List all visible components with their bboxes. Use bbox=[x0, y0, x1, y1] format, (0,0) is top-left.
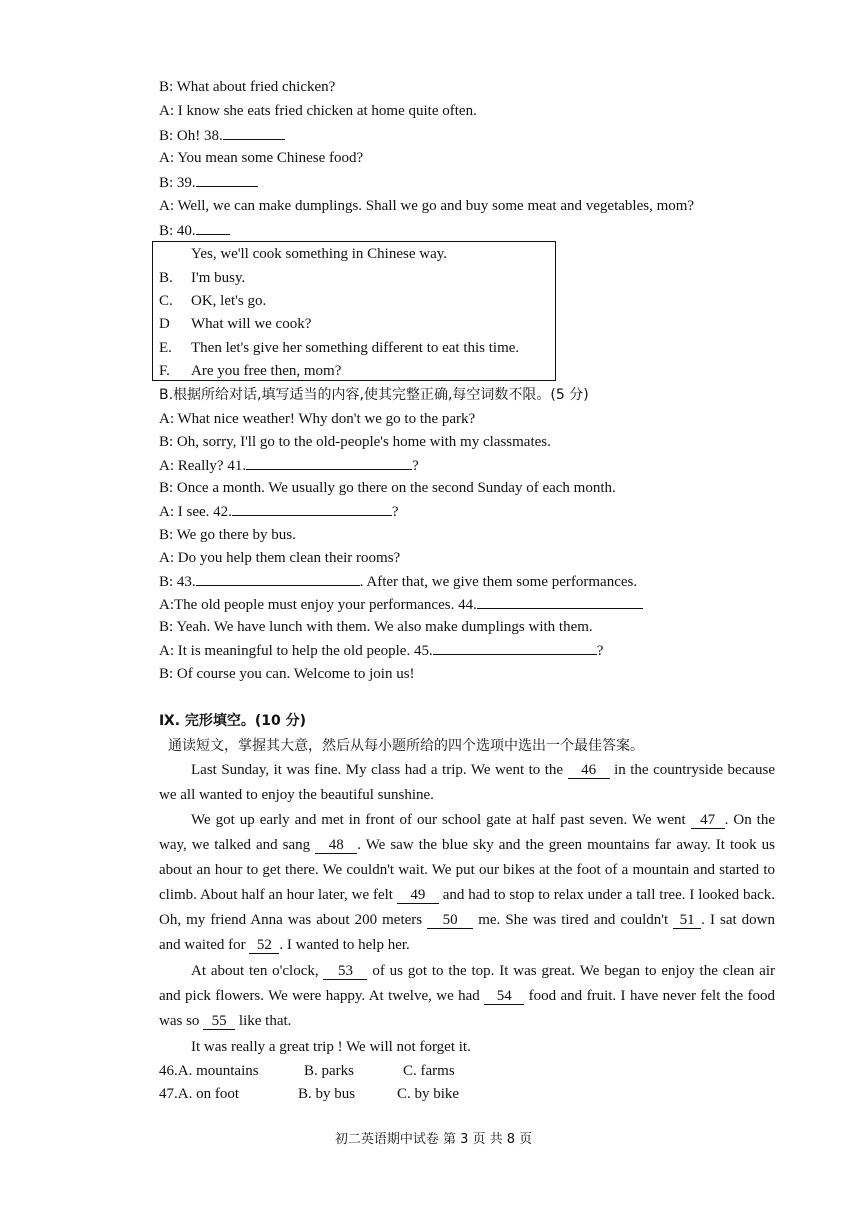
dialogue-text: B: 39. bbox=[159, 175, 196, 191]
section-b-instruction: B.根据所给对话,填写适当的内容,使其完整正确,每空词数不限。(5 分) bbox=[159, 387, 589, 403]
passage-paragraph-2 bbox=[159, 808, 775, 958]
dialogue-line-40 bbox=[159, 220, 230, 241]
dialogue-line: A: Well, we can make dumplings. Shall we go and buy some meat and vegetables, mom? bbox=[159, 198, 695, 214]
answer-blank-42 bbox=[232, 501, 392, 516]
passage-text: and had to stop to relax under a tall tree. I looked back. Oh, my friend Anna was about 200 meters bbox=[159, 887, 776, 928]
cloze-blank-53: 53 bbox=[323, 963, 367, 980]
dialogue-line: B: Yeah. We have lunch with them. We also make dumplings with them. bbox=[159, 619, 593, 635]
dialogue-line-42 bbox=[159, 501, 399, 522]
dialogue-line-38 bbox=[159, 125, 285, 146]
dialogue-line-39 bbox=[159, 172, 258, 193]
passage-text: . I wanted to help her. bbox=[279, 937, 410, 953]
passage-paragraph-4: It was really a great trip ! We will not forget it. bbox=[191, 1039, 471, 1055]
answer-blank-45 bbox=[433, 640, 597, 655]
page-footer: 初二英语期中试卷 第 3 页 共 8 页 bbox=[334, 1132, 533, 1147]
dialogue-text: B: Oh! 38. bbox=[159, 128, 223, 144]
dialogue-line: A: I know she eats fried chicken at home quite often. bbox=[159, 103, 477, 119]
question-47-option-a: 47.A. on foot bbox=[159, 1086, 239, 1102]
dialogue-line-41 bbox=[159, 455, 419, 476]
dialogue-text: A:The old people must enjoy your performances. 44. bbox=[159, 597, 477, 613]
cloze-blank-55: 55 bbox=[203, 1013, 235, 1030]
cloze-blank-50: 50 bbox=[427, 912, 473, 929]
dialogue-line: A: What nice weather! Why don't we go to the park? bbox=[159, 411, 476, 427]
dialogue-line-45 bbox=[159, 640, 603, 661]
dialogue-text: A: It is meaningful to help the old people. 45. bbox=[159, 643, 433, 659]
answer-blank-39 bbox=[196, 172, 258, 187]
cloze-blank-51: 51 bbox=[673, 912, 701, 929]
passage-text: in the countryside because we all wanted to enjoy the beautiful sunshine. bbox=[159, 762, 776, 803]
option-text: OK, let's go. bbox=[191, 293, 267, 309]
option-letter: D bbox=[159, 316, 170, 332]
passage-text: At about ten o'clock, bbox=[191, 963, 319, 979]
dialogue-line: B: Once a month. We usually go there on the second Sunday of each month. bbox=[159, 480, 616, 496]
cloze-blank-52: 52 bbox=[249, 937, 279, 954]
passage-text: Last Sunday, it was fine. My class had a trip. We went to the bbox=[191, 762, 564, 778]
passage-paragraph-1 bbox=[159, 758, 775, 808]
dialogue-text: A: I see. 42. bbox=[159, 504, 232, 520]
option-letter: C. bbox=[159, 293, 173, 309]
dialogue-line-44 bbox=[159, 594, 643, 615]
cloze-blank-46: 46 bbox=[568, 762, 610, 779]
dialogue-text: A: Really? 41. bbox=[159, 458, 247, 474]
answer-blank-41 bbox=[246, 455, 412, 470]
dialogue-line: A: Do you help them clean their rooms? bbox=[159, 550, 401, 566]
cloze-blank-47: 47 bbox=[691, 812, 725, 829]
question-47-option-c: C. by bike bbox=[397, 1086, 460, 1102]
section-ix-heading: Ⅸ. 完形填空。(10 分) bbox=[159, 713, 307, 729]
dialogue-line: A: You mean some Chinese food? bbox=[159, 150, 364, 166]
passage-text: . We saw the blue sky and the green mountains far away. It took us about an hour to get there. We couldn't wait. We put our bikes at the foot of a mountain and started to climb. About half an hour later, we felt bbox=[159, 837, 775, 903]
answer-blank-40 bbox=[196, 220, 230, 235]
question-46-option-b: B. parks bbox=[304, 1063, 354, 1079]
option-letter: B. bbox=[159, 270, 173, 286]
passage-text: food and fruit. I have never felt the food was so bbox=[159, 988, 775, 1029]
dialogue-text: . After that, we give them some performances. bbox=[359, 574, 638, 590]
dialogue-line: B: What about fried chicken? bbox=[159, 79, 336, 95]
passage-text: like that. bbox=[238, 1013, 292, 1029]
dialogue-line: B: Oh, sorry, I'll go to the old-people's home with my classmates. bbox=[159, 434, 551, 450]
dialogue-text: B: 43. bbox=[159, 574, 196, 590]
option-text: Are you free then, mom? bbox=[191, 363, 342, 379]
passage-text: me. She was tired and couldn't bbox=[478, 912, 669, 928]
dialogue-text: B: 40. bbox=[159, 223, 196, 239]
answer-blank-44 bbox=[477, 594, 643, 609]
option-text: What will we cook? bbox=[191, 316, 312, 332]
dialogue-line: B: We go there by bus. bbox=[159, 527, 296, 543]
dialogue-text: ? bbox=[391, 504, 399, 520]
question-46-option-a: 46.A. mountains bbox=[159, 1063, 259, 1079]
passage-text: . On the way, we talked and sang bbox=[159, 812, 775, 853]
cloze-blank-48: 48 bbox=[315, 837, 357, 854]
dialogue-text: ? bbox=[412, 458, 419, 474]
dialogue-text: ? bbox=[596, 643, 604, 659]
option-text: Yes, we'll cook something in Chinese way. bbox=[191, 246, 448, 262]
dialogue-line-43 bbox=[159, 571, 637, 592]
option-letter: F. bbox=[159, 363, 170, 379]
passage-text: We got up early and met in front of our school gate at half past seven. We went bbox=[191, 812, 686, 828]
passage-text: of us got to the top. It was great. We began to enjoy the clean air and pick flowers. We were happy. At twelve, we had bbox=[159, 963, 775, 1004]
dialogue-line: B: Of course you can. Welcome to join us! bbox=[159, 666, 415, 682]
answer-blank-43 bbox=[196, 571, 360, 586]
option-text: Then let's give her something different to eat this time. bbox=[191, 340, 520, 356]
option-text: I'm busy. bbox=[191, 270, 246, 286]
cloze-blank-49: 49 bbox=[397, 887, 439, 904]
question-46-option-c: C. farms bbox=[403, 1063, 455, 1079]
question-47-option-b: B. by bus bbox=[298, 1086, 356, 1102]
cloze-blank-54: 54 bbox=[484, 988, 524, 1005]
option-letter: E. bbox=[159, 340, 172, 356]
passage-text: . I sat down and waited for bbox=[159, 912, 776, 953]
answer-blank-38 bbox=[223, 125, 285, 140]
section-ix-instruction: 通读短文，掌握其大意，然后从每小题所给的四个选项中选出一个最佳答案。 bbox=[168, 738, 644, 754]
passage-paragraph-3 bbox=[159, 959, 775, 1034]
